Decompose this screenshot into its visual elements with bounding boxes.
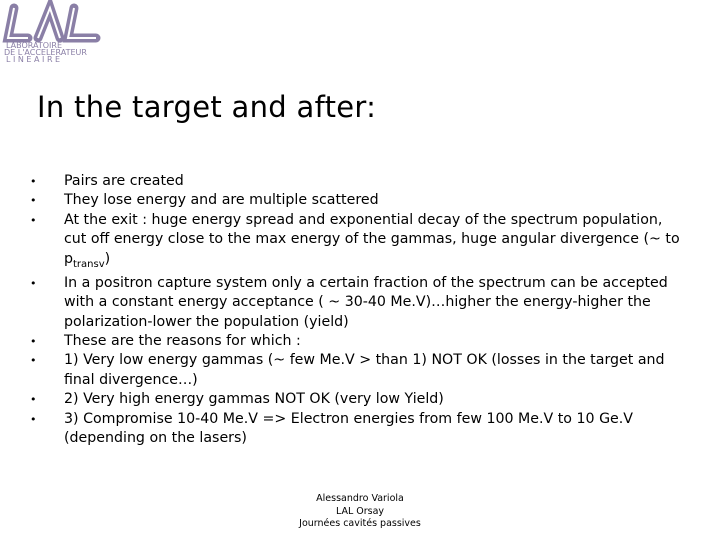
logo-line-2: DE L'ACCELERATEUR — [4, 48, 87, 57]
bullet-dot-icon: • — [30, 194, 37, 208]
bullet-item — [30, 410, 680, 449]
bullet-dot-icon: • — [30, 393, 37, 407]
logo-line-3: L I N E A I R E — [6, 55, 61, 64]
logo-line-1: LABORATOIRE — [6, 41, 62, 50]
subscript-transv: transv — [73, 258, 105, 270]
bullet-text: 1) Very low energy gammas (~ few Me.V > than 1) NOT OK (losses in the target and final divergence…) — [64, 352, 665, 388]
bullet-text-tail: ) — [104, 250, 111, 267]
bullet-dot-icon: • — [30, 354, 37, 368]
bullet-dot-icon: • — [30, 412, 37, 426]
bullet-item — [30, 211, 680, 274]
footer-lab: LAL Orsay — [335, 505, 385, 517]
bullet-text: At the exit : huge energy spread and exponential decay of the spectrum population, cut off energy close to the max energy of the gammas, huge angular divergence (~ to p — [64, 211, 680, 267]
bullet-text: These are the reasons for which : — [64, 333, 301, 350]
bullet-item — [30, 274, 680, 332]
bullet-text: In a positron capture system only a certain fraction of the spectrum can be accepted with a constant energy acceptance ( ~ 30-40 Me.V)…higher the energy-higher the polarization-lower the population (yield) — [64, 274, 668, 330]
bullet-item — [30, 332, 680, 351]
bullet-text: They lose energy and are multiple scattered — [64, 192, 379, 209]
bullet-dot-icon: • — [30, 213, 37, 227]
bullet-item — [30, 390, 680, 409]
bullet-text: Pairs are created — [64, 173, 184, 189]
lal-logo-mark — [0, 0, 110, 66]
bullet-dot-icon: • — [30, 175, 37, 188]
bullet-dot-icon: • — [30, 335, 37, 349]
footer-event: Journées cavités passives — [299, 518, 421, 529]
bullet-dot-icon: • — [30, 276, 37, 290]
footer-author: Alessandro Variola — [316, 493, 404, 504]
slide-title: In the target and after: — [37, 90, 377, 124]
bullet-list — [30, 172, 680, 449]
bullet-item — [30, 172, 680, 191]
lal-logo — [0, 0, 110, 66]
bullet-text: 3) Compromise 10-40 Me.V => Electron energies from few 100 Me.V to 10 Ge.V (depending on the lasers) — [64, 410, 634, 447]
bullet-text: 2) Very high energy gammas NOT OK (very low Yield) — [64, 391, 444, 408]
bullet-item — [30, 351, 680, 390]
bullet-item — [30, 191, 680, 210]
slide-footer — [260, 493, 460, 531]
